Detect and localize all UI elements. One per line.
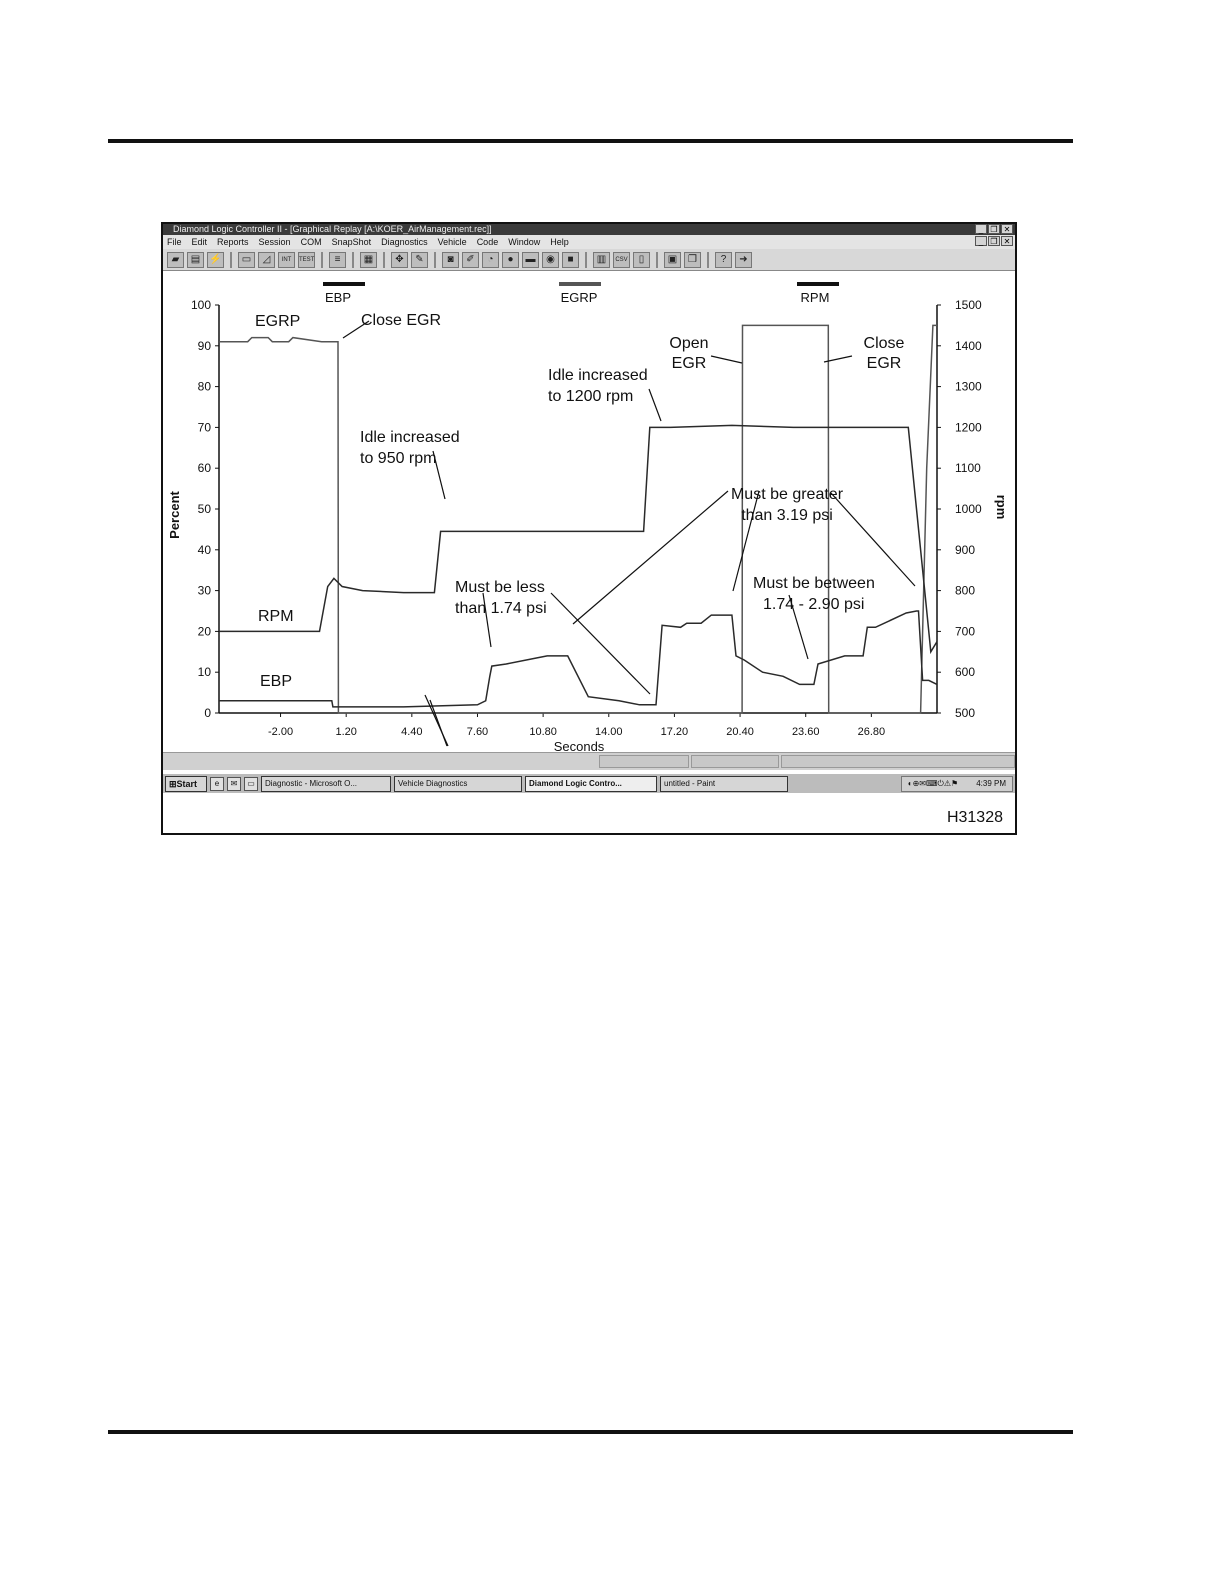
annotation-open-egr: EGR bbox=[671, 355, 707, 372]
annotation-less-a: Must be less bbox=[455, 579, 545, 596]
y-right-tick-label: 1300 bbox=[955, 379, 982, 394]
x-tick-label: 23.60 bbox=[791, 726, 820, 738]
dot-icon[interactable]: ● bbox=[502, 252, 519, 268]
menu-com[interactable]: COM bbox=[300, 237, 322, 247]
annotation-idle-950-b: to 950 rpm bbox=[360, 450, 437, 467]
status-bar bbox=[163, 752, 1015, 770]
clock: 4:39 PM bbox=[976, 778, 1006, 788]
child-minimize-button[interactable]: _ bbox=[975, 236, 987, 246]
y-right-tick-label: 700 bbox=[955, 624, 976, 639]
pen-icon[interactable]: ✐ bbox=[462, 252, 479, 268]
wrench-icon[interactable]: ✎ bbox=[411, 252, 428, 268]
open-icon[interactable]: ▰ bbox=[167, 252, 184, 268]
minimize-button[interactable]: _ bbox=[975, 224, 987, 234]
title-buttons bbox=[975, 224, 1013, 234]
tray-icons: ◐⊕✉⌨⏻⚠⚑ bbox=[907, 778, 959, 788]
task-label: Vehicle Diagnostics bbox=[398, 778, 468, 788]
y-left-tick-label: 30 bbox=[197, 583, 211, 598]
gauge-icon[interactable]: ◔ bbox=[482, 252, 499, 268]
status-cell bbox=[599, 755, 689, 768]
y-left-tick-label: 70 bbox=[197, 420, 211, 435]
camera-icon[interactable]: ◙ bbox=[442, 252, 459, 268]
annotation-open: Open bbox=[669, 335, 709, 352]
annotation-greater-a: Must be greater bbox=[730, 486, 844, 503]
x-tick-label: -2.00 bbox=[268, 726, 294, 738]
x-tick-label: 1.20 bbox=[335, 726, 357, 738]
figure-id: H31328 bbox=[946, 809, 1003, 826]
menu-window[interactable]: Window bbox=[508, 237, 541, 247]
y-left-tick-label: 20 bbox=[197, 624, 211, 639]
y-left-tick-label: 50 bbox=[197, 502, 211, 516]
grid-icon[interactable]: ▦ bbox=[360, 252, 377, 268]
close-button[interactable]: ✕ bbox=[1001, 224, 1013, 234]
y-left-tick-label: 90 bbox=[197, 338, 211, 353]
y-axis-left-label: Percent bbox=[167, 491, 182, 539]
graphical-replay-chart bbox=[163, 271, 1015, 752]
child-restore-button[interactable]: ❐ bbox=[988, 236, 1000, 246]
y-left-tick-label: 60 bbox=[197, 461, 211, 476]
page-top-rule bbox=[108, 139, 1073, 143]
screenshot-figure bbox=[161, 222, 1017, 835]
ref-icon[interactable]: ▬ bbox=[522, 252, 539, 268]
windows-logo-icon: ⊞ bbox=[169, 778, 177, 789]
y-right-tick-label: 1100 bbox=[955, 461, 981, 476]
toolbar-separator bbox=[707, 252, 709, 268]
start-button[interactable] bbox=[165, 776, 207, 792]
x-tick-label: 4.40 bbox=[401, 726, 423, 738]
annotation-between-b: 1.74 - 2.90 psi bbox=[763, 596, 865, 613]
chart-icon[interactable]: ▥ bbox=[593, 252, 610, 268]
page-bottom-rule bbox=[108, 1430, 1073, 1434]
toolbar-separator bbox=[434, 252, 436, 268]
menu-file[interactable]: File bbox=[167, 237, 182, 247]
status-cell bbox=[781, 755, 1015, 768]
annotation-ebp: EBP bbox=[260, 673, 293, 690]
ie-icon[interactable]: e bbox=[210, 777, 224, 791]
task-diamond-logic[interactable] bbox=[525, 776, 657, 792]
y-right-tick-label: 600 bbox=[955, 665, 976, 680]
y-left-tick-label: 80 bbox=[197, 379, 211, 394]
annotation-close-egr-2: EGR bbox=[866, 355, 902, 372]
toolbar-separator bbox=[230, 252, 232, 268]
stop-icon[interactable]: ■ bbox=[562, 252, 579, 268]
menu-diagnostics[interactable]: Diagnostics bbox=[381, 237, 428, 247]
y-right-tick-label: 1400 bbox=[955, 338, 982, 353]
x-tick-label: 7.60 bbox=[466, 726, 489, 738]
outlook-icon[interactable]: ✉ bbox=[227, 777, 241, 791]
menu-session[interactable]: Session bbox=[258, 237, 291, 247]
task-diagnostic-word[interactable] bbox=[261, 776, 391, 792]
annotation-idle-1200-b: to 1200 rpm bbox=[548, 388, 634, 405]
toolbar-separator bbox=[352, 252, 354, 268]
window-title: Diamond Logic Controller II - [Graphical Replay [A:\KOER_AirManagement.rec]] bbox=[173, 224, 492, 234]
toolbar bbox=[163, 249, 1015, 271]
x-tick-label: 20.40 bbox=[726, 726, 754, 738]
y-right-tick-label: 500 bbox=[955, 706, 976, 720]
y-right-tick-label: 1000 bbox=[955, 502, 982, 516]
system-tray bbox=[901, 776, 1013, 792]
annotation-greater-b: than 3.19 psi bbox=[741, 507, 833, 524]
legend-ebp-label: EBP bbox=[324, 290, 352, 305]
x-tick-label: 26.80 bbox=[857, 726, 886, 738]
y-right-tick-label: 1500 bbox=[955, 298, 982, 312]
menu-edit[interactable]: Edit bbox=[191, 237, 208, 247]
child-close-button[interactable]: ✕ bbox=[1001, 236, 1013, 246]
x-tick-label: 17.20 bbox=[660, 726, 689, 738]
y-left-tick-label: 0 bbox=[204, 706, 211, 720]
annotation-egrp: EGRP bbox=[255, 313, 301, 330]
connect-icon[interactable]: ⚡ bbox=[207, 252, 224, 268]
annotation-between-a: Must be between bbox=[753, 575, 875, 592]
test-icon[interactable]: TEST bbox=[298, 252, 315, 268]
window-icon[interactable]: ▣ bbox=[664, 252, 681, 268]
legend-egrp-swatch bbox=[559, 282, 601, 286]
annotation-idle-1200-a: Idle increased bbox=[548, 367, 648, 384]
csv-icon[interactable]: CSV bbox=[613, 252, 630, 268]
annotation-close: Close bbox=[863, 335, 905, 352]
menu-vehicle[interactable]: Vehicle bbox=[437, 237, 467, 247]
menu-reports[interactable]: Reports bbox=[217, 237, 249, 247]
save-icon[interactable]: ▤ bbox=[187, 252, 204, 268]
child-window-buttons bbox=[975, 236, 1013, 246]
menu-help[interactable]: Help bbox=[550, 237, 569, 247]
legend-ebp-swatch bbox=[323, 282, 365, 286]
start-label: Start bbox=[176, 778, 198, 789]
menu-code[interactable]: Code bbox=[476, 237, 499, 247]
y-left-tick-label: 100 bbox=[190, 298, 211, 312]
help-icon[interactable]: ? bbox=[715, 252, 732, 268]
list-icon[interactable]: ≡ bbox=[329, 252, 346, 268]
toolbar-separator bbox=[585, 252, 587, 268]
legend-egrp-label: EGRP bbox=[560, 290, 598, 305]
x-tick-label: 10.80 bbox=[529, 726, 557, 738]
y-axis-right-label: rpm bbox=[994, 494, 1009, 520]
y-right-tick-label: 800 bbox=[955, 583, 976, 598]
annotation-less-b: than 1.74 psi bbox=[455, 600, 547, 617]
menu-bar bbox=[163, 235, 1015, 249]
toolbar-separator bbox=[321, 252, 323, 268]
tools-icon[interactable]: ✥ bbox=[391, 252, 408, 268]
print-icon[interactable]: ▭ bbox=[238, 252, 255, 268]
cascade-icon[interactable]: ❐ bbox=[684, 252, 701, 268]
x-axis-label: Seconds bbox=[553, 739, 605, 752]
y-left-tick-label: 40 bbox=[197, 542, 211, 557]
task-label: untitled - Paint bbox=[664, 778, 716, 788]
start-icon[interactable]: ◉ bbox=[542, 252, 559, 268]
y-left-tick-label: 10 bbox=[197, 665, 211, 680]
task-paint[interactable] bbox=[660, 776, 788, 792]
annotation-rpm: RPM bbox=[258, 608, 294, 625]
task-vehicle-diagnostics[interactable] bbox=[394, 776, 522, 792]
menu-snapshot[interactable]: SnapShot bbox=[331, 237, 372, 247]
pointer-icon[interactable]: ➜ bbox=[735, 252, 752, 268]
task-label: Diamond Logic Contro... bbox=[529, 778, 622, 788]
task-label: Diagnostic - Microsoft O... bbox=[265, 778, 358, 788]
desktop-icon[interactable]: ▭ bbox=[244, 777, 258, 791]
status-cell bbox=[691, 755, 779, 768]
toolbar-separator bbox=[656, 252, 658, 268]
toolbar-separator bbox=[383, 252, 385, 268]
annotation-close-egr: Close EGR bbox=[361, 312, 442, 329]
taskbar bbox=[163, 773, 1015, 793]
annotation-idle-950-a: Idle increased bbox=[360, 429, 460, 446]
window-titlebar bbox=[163, 224, 1015, 235]
legend-rpm-swatch bbox=[797, 282, 839, 286]
y-right-tick-label: 1200 bbox=[955, 420, 982, 435]
y-right-tick-label: 900 bbox=[955, 542, 976, 557]
int-icon[interactable]: INT bbox=[278, 252, 295, 268]
maximize-button[interactable]: ❐ bbox=[988, 224, 1000, 234]
x-tick-label: 14.00 bbox=[595, 726, 623, 738]
legend-rpm-label: RPM bbox=[800, 290, 830, 305]
doc-icon[interactable]: ▯ bbox=[633, 252, 650, 268]
graph-icon[interactable]: ◿ bbox=[258, 252, 275, 268]
